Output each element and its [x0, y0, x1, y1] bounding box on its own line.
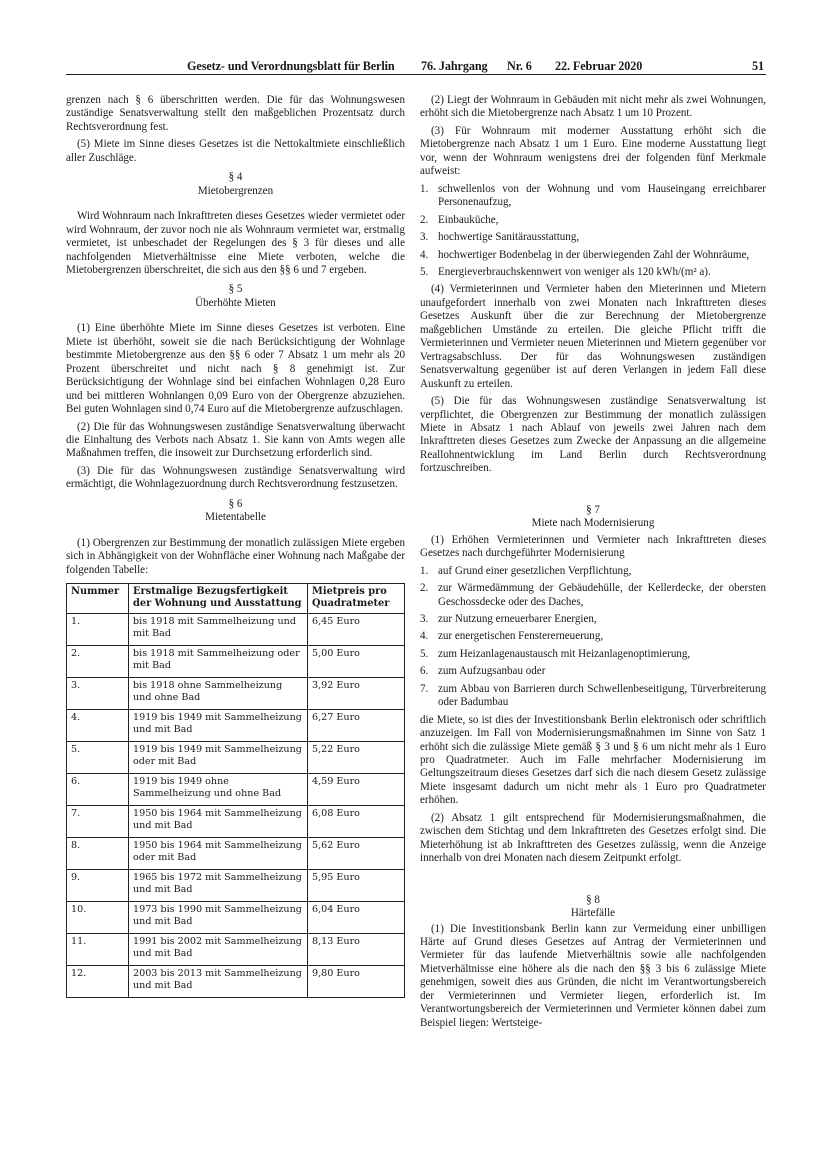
paragraph: (4) Vermieterinnen und Vermieter haben den Mieterinnen und Mietern unaufgefordert innerhalb von zwei Monaten nach Inkrafttreten dieses Gesetzes Auskunft über die zur Berechnung der Mietobergrenze maßgeblichen Umstände zu erteilen. Die gleiche Pflicht trifft die Vermieterinnen und Vermieter neuen Mieterinnen und Mietern gegenüber vor Vertragsabschluss. Der für das Wohnungswesen zuständigen Senatsverwaltung gegenüber ist auf deren Verlangen in jedem Fall diese Auskunft zu erteilen. — [420, 283, 766, 390]
spacer — [420, 870, 766, 888]
rent-per-sqm: 5,00 Euro — [308, 645, 405, 677]
table-row — [67, 741, 405, 773]
list-item: 4. hochwertiger Bodenbelag in der überwiegenden Zahl der Wohnräume, — [420, 248, 750, 261]
building-category: 1965 bis 1972 mit Sammelheizung und mit Bad — [129, 869, 308, 901]
table-row — [67, 869, 405, 901]
spacer — [420, 480, 766, 498]
paragraph: (1) Erhöhen Vermieterinnen und Vermieter nach Inkrafttreten dieses Gesetzes nach durchgeführter Modernisierung — [420, 533, 766, 560]
paragraph: (1) Eine überhöhte Miete im Sinne dieses Gesetzes ist verboten. Eine Miete ist überhöht, soweit sie die nach Berücksichtigung der Wohnlage bestimmte Mietobergrenze aus den §§ 6 oder 7 Absatz 1 um mehr als 20 Prozent überschreitet und nicht nach § 8 genehmigt ist. Zur Berücksichtigung der Wohnlage sind bei einfachen Wohnlagen 0,28 Euro und bei mittleren Wohnlangen 0,09 Euro von der Obergrenze abzuziehen. Bei guten Wohnlagen sind 0,74 Euro auf die Mietobergrenze aufzuschlagen. — [66, 322, 405, 416]
list-item: 5. zum Heizanlagenaustausch mit Heizanlagenoptimierung, — [420, 647, 691, 660]
building-category: bis 1918 ohne Sammelheizung und ohne Bad — [129, 677, 308, 709]
row-number: 2. — [67, 645, 129, 677]
list-item: 3. zur Nutzung erneuerbarer Energien, — [420, 612, 597, 625]
list-item: 1. auf Grund einer gesetzlichen Verpflichtung, — [420, 564, 632, 577]
section-title: Härtefälle — [570, 907, 616, 920]
section-number: § 7 — [586, 503, 600, 516]
rent-per-sqm: 6,45 Euro — [308, 613, 405, 645]
section-number: § 4 — [228, 171, 243, 184]
building-category: 1950 bis 1964 mit Sammelheizung oder mit Bad — [129, 837, 308, 869]
building-category: 1919 bis 1949 ohne Sammelheizung und ohne Bad — [129, 773, 308, 805]
table-row — [67, 709, 405, 741]
table-row — [67, 805, 405, 837]
paragraph: (2) Die für das Wohnungswesen zuständige Senatsverwaltung überwacht die Einhaltung des Verbots nach Absatz 1. Sie kann von Amts wegen alle Maßnahmen treffen, die insoweit zur Durchsetzung erforderlich sind. — [66, 420, 405, 460]
row-number: 12. — [67, 965, 129, 997]
modern-features-list — [420, 183, 766, 280]
row-number: 8. — [67, 837, 129, 869]
rent-per-sqm: 9,80 Euro — [308, 965, 405, 997]
issue-date: 22. Februar 2020 — [555, 59, 643, 73]
right-column — [420, 94, 766, 1034]
row-number: 1. — [67, 613, 129, 645]
left-column — [66, 94, 405, 998]
rent-per-sqm: 6,27 Euro — [308, 709, 405, 741]
row-number: 9. — [67, 869, 129, 901]
paragraph: (1) Obergrenzen zur Bestimmung der monatlich zulässigen Miete ergeben sich in Abhängigkeit von der Wohnfläche einer Wohnung nach Maßgabe der folgenden Tabelle: — [66, 536, 405, 576]
table-row — [67, 645, 405, 677]
rent-per-sqm: 6,08 Euro — [308, 805, 405, 837]
table-row — [67, 933, 405, 965]
building-category: 1919 bis 1949 mit Sammelheizung und mit Bad — [129, 709, 308, 741]
building-category: bis 1918 mit Sammelheizung und mit Bad — [129, 613, 308, 645]
section-title: Mietentabelle — [205, 511, 266, 524]
column-header: Nummer — [67, 584, 129, 614]
table-row — [67, 613, 405, 645]
rent-per-sqm: 5,22 Euro — [308, 741, 405, 773]
row-number: 10. — [67, 901, 129, 933]
row-number: 11. — [67, 933, 129, 965]
building-category: 1950 bis 1964 mit Sammelheizung und mit Bad — [129, 805, 308, 837]
list-item: 2. Einbauküche, — [420, 213, 499, 226]
section-title: Überhöhte Mieten — [195, 296, 276, 309]
section-title: Miete nach Modernisierung — [531, 517, 655, 530]
row-number: 7. — [67, 805, 129, 837]
list-item: 6. zum Aufzugsanbau oder — [420, 665, 546, 678]
paragraph: die Miete, so ist dies der Investitionsbank Berlin elektronisch oder schriftlich anzuzeigen. Im Fall von Modernisierungsmaßnahmen im Sinne von Satz 1 erhöht sich die zulässige Miete gemäß § 3 und § 6 um nicht mehr als 1 Euro pro Quadratmeter. Auch im Falle mehrfacher Modernisierung im Geltungszeitraum dieses Gesetzes darf sich die nach diesem Gesetz zulässige Miete insgesamt dadurch um nicht mehr als 1 Euro pro Quadratmeter erhöhen. — [420, 713, 766, 807]
building-category: 2003 bis 2013 mit Sammelheizung und mit Bad — [129, 965, 308, 997]
paragraph: (3) Für Wohnraum mit moderner Ausstattung erhöht sich die Mietobergrenze nach Absatz 1 um 1 Euro. Eine moderne Ausstattung liegt vor, wenn der Wohnraum wenigstens drei der folgenden fünf Merkmale aufweist: — [420, 124, 766, 178]
section-number: § 5 — [228, 283, 243, 296]
paragraph: (5) Miete im Sinne dieses Gesetzes ist die Nettokaltmiete einschließlich aller Zuschläge. — [66, 138, 405, 164]
row-number: 6. — [67, 773, 129, 805]
table-row — [67, 837, 405, 869]
table-row — [67, 677, 405, 709]
modernisation-measures-list — [420, 565, 766, 710]
table-row — [67, 901, 405, 933]
row-number: 4. — [67, 709, 129, 741]
building-category: 1973 bis 1990 mit Sammelheizung und mit Bad — [129, 901, 308, 933]
table-row — [67, 773, 405, 805]
rent-per-sqm: 3,92 Euro — [308, 677, 405, 709]
paragraph: (2) Liegt der Wohnraum in Gebäuden mit nicht mehr als zwei Wohnungen, erhöht sich die Mietobergrenze nach Absatz 1 um 10 Prozent. — [420, 94, 766, 120]
page-number: 51 — [752, 59, 764, 73]
list-item: 2. zur Wärmedämmung der Gebäudehülle, der Kellerdecke, der obersten Geschossdecke oder des Daches, — [420, 582, 766, 608]
rent-per-sqm: 8,13 Euro — [308, 933, 405, 965]
list-item: 4. zur energetischen Fenstererneuerung, — [420, 630, 604, 643]
column-header: Mietpreis pro Quadratmeter — [308, 584, 405, 614]
building-category: bis 1918 mit Sammelheizung oder mit Bad — [129, 645, 308, 677]
rent-per-sqm: 4,59 Euro — [308, 773, 405, 805]
issue-number: Nr. 6 — [507, 59, 532, 73]
rent-per-sqm: 6,04 Euro — [308, 901, 405, 933]
building-category: 1991 bis 2002 mit Sammelheizung und mit Bad — [129, 933, 308, 965]
section-title: Mietobergrenzen — [197, 184, 274, 197]
rent-per-sqm: 5,62 Euro — [308, 837, 405, 869]
continued-paragraph: grenzen nach § 6 überschritten werden. Die für das Wohnungswesen zuständige Senatsverwaltung stellt den maßgeblichen Prozentsatz durch Rechtsverordnung fest. — [66, 94, 405, 133]
list-item: 3. hochwertige Sanitärausstattung, — [420, 231, 580, 244]
table-row — [67, 965, 405, 997]
publication-title: Gesetz- und Verordnungsblatt für Berlin — [187, 59, 395, 73]
table-header-row — [67, 584, 405, 614]
list-item: 1. schwellenlos von der Wohnung und vom Hauseingang erreichbarer Personenaufzug, — [420, 182, 766, 209]
paragraph: (2) Absatz 1 gilt entsprechend für Modernisierungsmaßnahmen, die zwischen dem Stichtag und dem Inkrafttreten des Gesetzes erfolgt sind. Die Mieterhöhung ist ab Inkrafttreten des Gesetzes zulässig, wenn die Anzeige innerhalb von drei Monaten nach diesem Zeitpunkt erfolgt. — [420, 811, 766, 865]
rent-table — [66, 583, 405, 998]
paragraph: (5) Die für das Wohnungswesen zuständige Senatsverwaltung ist verpflichtet, die Obergrenzen zur Bestimmung der monatlich zulässigen Miete in Absatz 1 nach Ablauf von jeweils zwei Jahren nach dem Inkrafttreten dieses Gesetzes zum Zwecke der Anpassung an die allgemeine Reallohnentwicklung im Land Berlin durch Rechtsverordnung fortzuschreiben. — [420, 395, 766, 475]
rent-per-sqm: 5,95 Euro — [308, 869, 405, 901]
paragraph: (3) Die für das Wohnungswesen zuständige Senatsverwaltung wird ermächtigt, die Wohnlagezuordnung durch Rechtsverordnung festzusetzen. — [66, 464, 405, 491]
column-header: Erstmalige Bezugsfertigkeit der Wohnung und Ausstattung — [129, 584, 308, 614]
list-item: 5. Energieverbrauchskennwert von weniger als 120 kWh/(m² a). — [420, 265, 711, 278]
section-number: § 6 — [228, 497, 243, 510]
building-category: 1919 bis 1949 mit Sammelheizung oder mit Bad — [129, 741, 308, 773]
row-number: 3. — [67, 677, 129, 709]
section-number: § 8 — [586, 893, 600, 906]
row-number: 5. — [67, 741, 129, 773]
paragraph: Wird Wohnraum nach Inkrafttreten dieses Gesetzes wieder vermietet oder wird Wohnraum, der zuvor noch nie als Wohnraum vermietet war, erstmalig vermietet, ist unbeschadet der Regelungen des § 3 für dieses und alle nachfolgenden Mietverhältnisse eine Miete verboten, welche die Mietobergrenzen überschreitet, die sich aus den §§ 6 und 7 ergeben. — [66, 210, 405, 276]
running-header — [66, 58, 766, 75]
volume: 76. Jahrgang — [421, 59, 488, 73]
paragraph: (1) Die Investitionsbank Berlin kann zur Vermeidung einer unbilligen Härte auf Grund dieses Gesetzes auf Antrag der Vermieterinnen und Vermieter für das laufende Mietverhältnis sowie alle nachfolgenden Mietverhältnisse eine höhere als die nach den §§ 3 bis 6 zulässige Miete genehmigen, soweit dies aus Gründen, die nicht im Verantwortungsbereich der Vermieterinnen und Vermieter liegen, erforderlich ist. Im Verantwortungsbereich der Vermieterinnen und Vermieter können dabei zum Beispiel liegen: Wertsteige- — [420, 922, 766, 1029]
list-item: 7. zum Abbau von Barrieren durch Schwellenbeseitigung, Türverbreiterung oder Badumbau — [420, 682, 766, 709]
